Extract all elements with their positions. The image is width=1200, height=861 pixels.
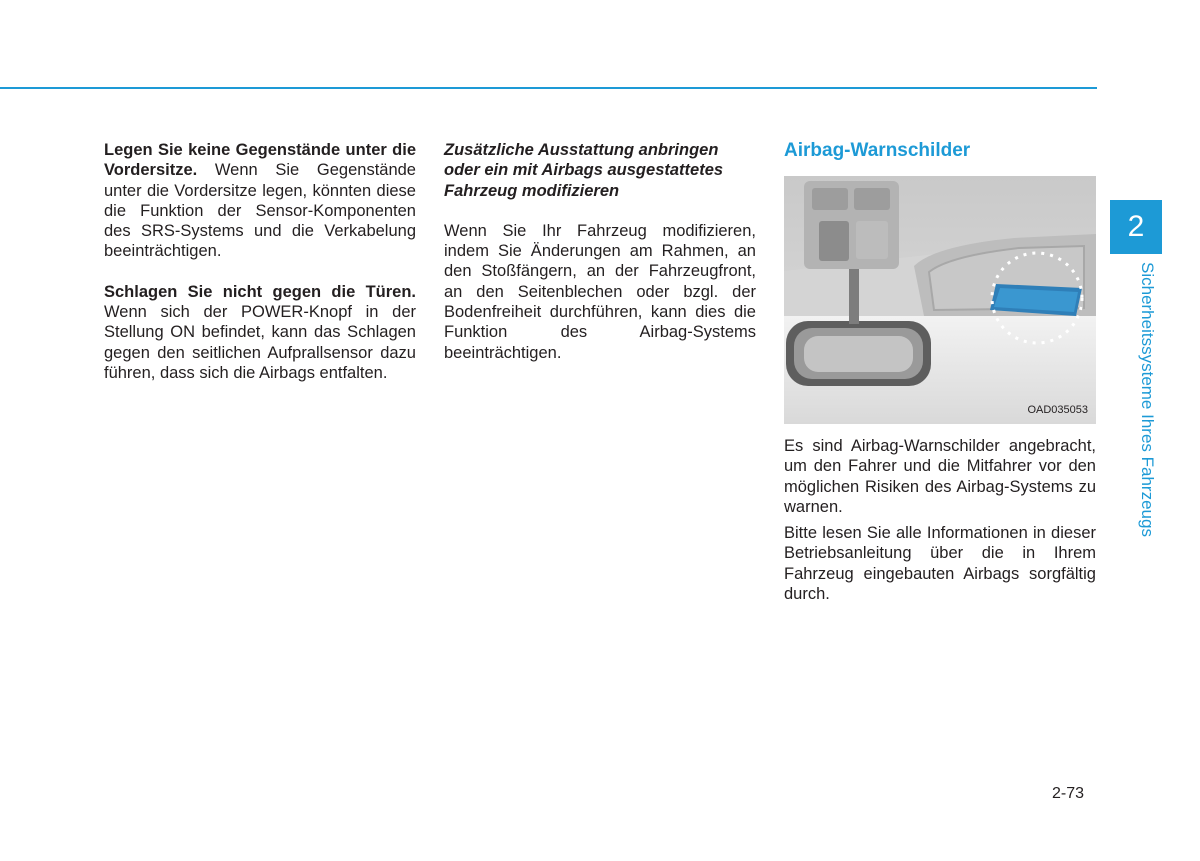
interior-photo-illustration	[784, 176, 1096, 424]
chapter-title-vertical: Sicherheitssysteme Ihres Fahrzeugs	[1138, 262, 1157, 537]
section-title: Airbag-Warnschilder	[784, 140, 971, 161]
figure-code: OAD035053	[1027, 403, 1088, 416]
airbag-warning-label-figure	[784, 176, 1096, 424]
column-right	[784, 140, 1096, 610]
paragraph-text: Wenn sich der POWER-Knopf in der Stellung ON befindet, kann das Schlagen gegen den seitlichen Aufprallsensor dazu führen, dass sich die Airbags entfalten.	[104, 303, 416, 382]
header-rule	[0, 87, 1097, 89]
paragraph-read-manual: Bitte lesen Sie alle Informationen in dieser Betriebsanleitung über die in Ihrem Fahrzeug eingebauten Airbags sorgfältig durch.	[784, 524, 1096, 604]
paragraph-modification: Wenn Sie Ihr Fahrzeug modifizieren, indem Sie Änderungen am Rahmen, an den Stoßfängern, an der Fahrzeugfront, an den Seitenblechen oder bzgl. der Bodenfreiheit durchführen, kann dies die Funktion des Airbag-Systems beeinträchtigen.	[444, 221, 756, 362]
subsection-heading: Zusätzliche Ausstattung anbringen oder ein mit Airbags ausgestattetes Fahrzeug modifizieren	[444, 141, 724, 200]
page-number: 2-73	[1052, 785, 1085, 802]
column-left	[104, 140, 416, 403]
warning-lead: Schlagen Sie nicht gegen die Türen.	[104, 282, 416, 301]
paragraph-warning-labels: Es sind Airbag-Warnschilder angebracht, um den Fahrer und die Mitfahrer vor den möglichen Risiken des Airbag-Systems zu warnen.	[784, 437, 1096, 516]
chapter-tab	[1110, 200, 1162, 254]
chapter-number: 2	[1127, 210, 1145, 243]
column-middle	[444, 140, 756, 383]
paragraph-text: Wenn Sie Gegenstände unter die Vordersitze legen, könnten diese die Funktion der Sensor-Komponenten des SRS-Systems und die Verkabelung beeinträchtigen.	[104, 161, 416, 261]
paragraph-seats	[104, 140, 416, 262]
paragraph-doors	[104, 282, 416, 383]
warning-lead: Legen Sie keine Gegenstände unter die Vordersitze.	[104, 141, 416, 180]
